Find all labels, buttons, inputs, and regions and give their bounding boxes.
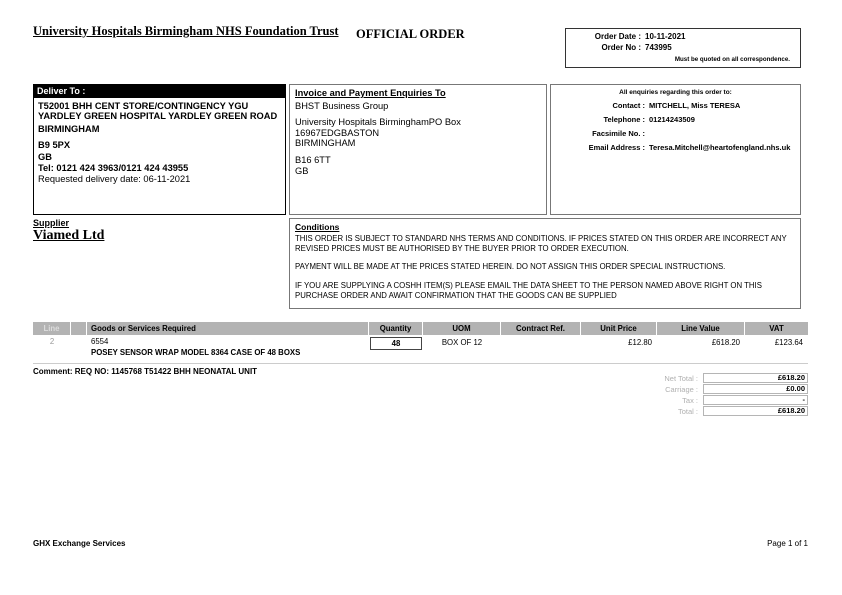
cell-goods: [87, 337, 369, 360]
header-goods: Goods or Services Required: [87, 322, 369, 335]
telephone-row: [555, 115, 796, 124]
order-date-row: [566, 32, 800, 43]
facsimile-row: [555, 129, 796, 138]
invoice-enquiries-header: Invoice and Payment Enquiries To: [295, 88, 446, 98]
supplier-label: Supplier: [33, 218, 70, 228]
header-quantity: Quantity: [369, 322, 423, 335]
net-total-label: Net Total :: [664, 373, 698, 383]
cell-contract-ref: [501, 337, 581, 360]
deliver-postcode: B9 5PX: [38, 140, 71, 151]
carriage-row: [630, 384, 808, 394]
deliver-to-box: [33, 84, 286, 215]
cell-unit-price: £12.80: [628, 338, 652, 347]
contact-row: [555, 101, 796, 110]
document-title: OFFICIAL ORDER: [356, 27, 465, 41]
conditions-box: [289, 218, 801, 309]
net-total-row: [630, 373, 808, 383]
cell-vat: £123.64: [774, 338, 803, 347]
email-row: [555, 143, 796, 152]
conditions-paragraph: THIS ORDER IS SUBJECT TO STANDARD NHS TERMS AND CONDITIONS. IF PRICES STATED ON THIS ORDER ARE INCORRECT ANY REVISED PRICES MUST BE AUTHORISED BY THE BUYER PRIOR TO ORDER EXECUTION.: [295, 234, 787, 253]
total-value: £618.20: [703, 406, 808, 416]
order-items-table: [33, 322, 808, 364]
table-header-row: [33, 322, 808, 335]
facsimile-label: Facsimile No. :: [592, 129, 645, 138]
carriage-label: Carriage :: [665, 384, 698, 394]
deliver-to-body: [34, 98, 285, 188]
telephone-label: Telephone :: [603, 115, 645, 124]
telephone-value: 01214243509: [649, 115, 695, 124]
header-blank: [71, 322, 87, 335]
order-date-value: 10-11-2021: [645, 32, 686, 41]
invoice-line: GB: [295, 166, 309, 177]
email-value: Teresa.Mitchell@heartofengland.nhs.uk: [649, 143, 791, 152]
contact-value: MITCHELL, Miss TERESA: [649, 101, 741, 110]
total-row: [630, 406, 808, 416]
invoice-line: BIRMINGHAM: [295, 138, 356, 149]
header-vat: VAT: [769, 324, 784, 333]
tax-label: Tax :: [682, 395, 698, 405]
supplier-name: Viamed Ltd: [33, 228, 105, 243]
header-contract-ref: Contract Ref.: [501, 322, 581, 335]
header-uom: UOM: [423, 322, 501, 335]
deliver-address: T52001 BHH CENT STORE/CONTINGENCY YGU YARDLEY GREEN HOSPITAL YARDLEY GREEN ROAD: [38, 101, 278, 122]
item-description: POSEY SENSOR WRAP MODEL 8364 CASE OF 48 BOXS: [91, 348, 301, 358]
correspondence-note: Must be quoted on all correspondence.: [674, 55, 790, 63]
requested-delivery-date: Requested delivery date: 06-11-2021: [38, 174, 191, 185]
deliver-city: BIRMINGHAM: [38, 123, 100, 134]
invoice-line: B16 6TT: [295, 154, 331, 165]
carriage-value: £0.00: [703, 384, 808, 394]
cell-blank: [71, 337, 87, 360]
header-line-value: Line Value: [657, 322, 745, 335]
item-code: 6554: [91, 337, 109, 346]
deliver-tel: Tel: 0121 424 3963/0121 424 43955: [38, 163, 189, 174]
order-enquiries-box: [550, 84, 801, 215]
contact-label: Contact :: [612, 101, 645, 110]
comment-line: Comment: REQ NO: 1145768 T51422 BHH NEONATAL UNIT: [33, 367, 258, 376]
header-line: Line: [33, 322, 71, 335]
invoice-line: BHST Business Group: [295, 101, 389, 111]
order-info-box: [565, 28, 801, 68]
tax-row: [630, 395, 808, 405]
conditions-paragraph: IF YOU ARE SUPPLYING A COSHH ITEM(S) PLEASE EMAIL THE DATA SHEET TO THE PERSON NAMED ABOVE RIGHT ON THIS PURCHASE ORDER AND AWAIT CONFIRMATION THAT THE GOODS CAN BE SUPPLIED: [295, 281, 762, 300]
trust-name: University Hospitals Birmingham NHS Foundation Trust: [33, 24, 339, 38]
net-total-value: £618.20: [703, 373, 808, 383]
table-row: [33, 335, 808, 364]
footer-service-name: GHX Exchange Services: [33, 539, 126, 548]
footer-page-number: Page 1 of 1: [767, 539, 808, 548]
order-no-row: [566, 43, 800, 54]
header-unit-price: Unit Price: [581, 322, 657, 335]
cell-line-value: £618.20: [711, 338, 740, 347]
order-date-label: Order Date :: [594, 32, 641, 41]
quantity-value: 48: [370, 337, 422, 350]
total-label: Total :: [677, 406, 698, 416]
order-enquiries-header: All enquiries regarding this order to:: [619, 89, 732, 96]
invoice-enquiries-box: [289, 84, 547, 215]
cell-quantity: [369, 337, 423, 360]
totals-section: [630, 373, 808, 417]
order-no-value: 743995: [645, 42, 672, 52]
invoice-line: University Hospitals BirminghamPO Box 16967EDGBASTON: [295, 117, 461, 138]
cell-uom: BOX OF 12: [441, 338, 483, 347]
conditions-paragraph: PAYMENT WILL BE MADE AT THE PRICES STATED HEREIN. DO NOT ASSIGN THIS ORDER SPECIAL INSTRUCTIONS.: [295, 262, 726, 272]
order-no-label: Order No :: [601, 42, 641, 52]
cell-line-number: 2: [49, 337, 55, 346]
conditions-header: Conditions: [295, 222, 340, 232]
tax-value: -: [703, 395, 808, 405]
deliver-to-header: Deliver To :: [34, 85, 285, 98]
deliver-country: GB: [38, 151, 52, 162]
email-label: Email Address :: [588, 143, 645, 152]
